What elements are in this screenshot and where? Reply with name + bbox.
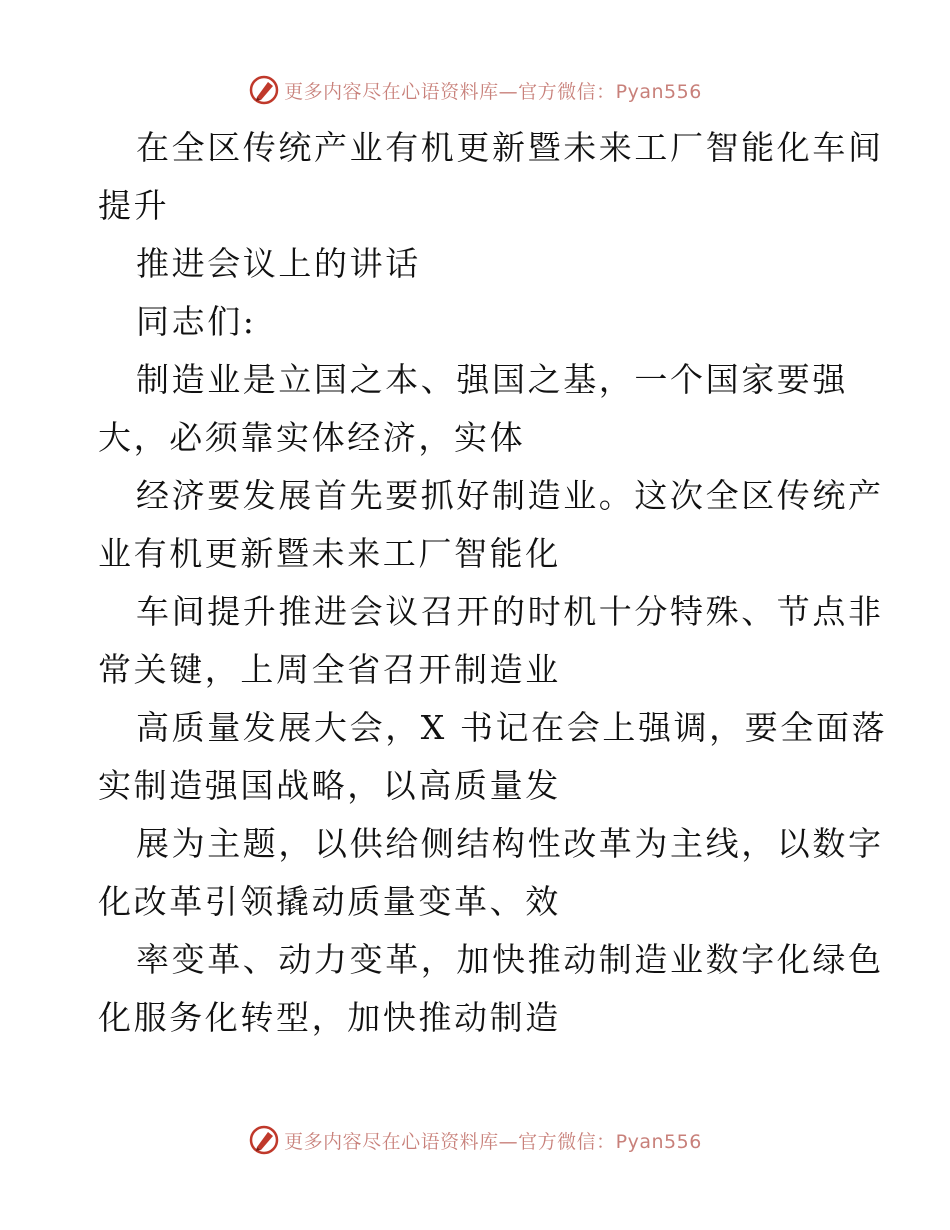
document-line: 实制造强国战略，以高质量发 bbox=[98, 766, 561, 805]
document-line: 展为主题，以供给侧结构性改革为主线，以数字 bbox=[136, 824, 884, 863]
document-body bbox=[0, 119, 950, 1047]
document-line: 在全区传统产业有机更新暨未来工厂智能化车间 bbox=[136, 128, 884, 167]
header-banner bbox=[0, 72, 950, 108]
document-line: 高质量发展大会，X 书记在会上强调，要全面落 bbox=[136, 708, 888, 747]
document-line: 大，必须靠实体经济，实体 bbox=[98, 418, 526, 457]
document-line: 业有机更新暨未来工厂智能化 bbox=[98, 534, 561, 573]
document-line: 推进会议上的讲话 bbox=[136, 244, 421, 283]
document-line: 率变革、动力变革，加快推动制造业数字化绿色 bbox=[136, 940, 884, 979]
document-line: 提升 bbox=[98, 186, 170, 225]
document-line: 制造业是立国之本、强国之基，一个国家要强 bbox=[136, 360, 848, 399]
footer-banner bbox=[0, 1122, 950, 1158]
document-line: 化改革引领撬动质量变革、效 bbox=[98, 882, 561, 921]
document-line: 经济要发展首先要抓好制造业。这次全区传统产 bbox=[136, 476, 884, 515]
document-line: 常关键，上周全省召开制造业 bbox=[98, 650, 561, 689]
header-banner-text: 更多内容尽在心语资料库—官方微信：Pyan556 bbox=[284, 80, 702, 103]
footer-banner-text: 更多内容尽在心语资料库—官方微信：Pyan556 bbox=[284, 1130, 702, 1153]
document-line: 化服务化转型，加快推动制造 bbox=[98, 998, 561, 1037]
document-line: 同志们: bbox=[136, 302, 257, 341]
pen-logo-icon bbox=[248, 1124, 280, 1156]
document-line: 车间提升推进会议召开的时机十分特殊、节点非 bbox=[136, 592, 884, 631]
pen-logo-icon bbox=[248, 74, 280, 106]
